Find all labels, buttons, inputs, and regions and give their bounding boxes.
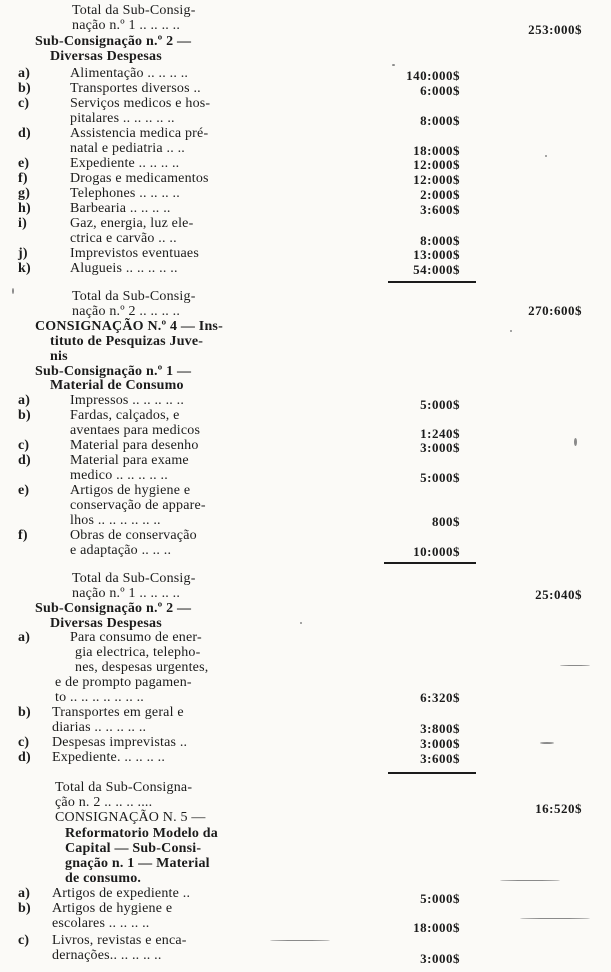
text-line: Alimentação .. .. .. .. — [70, 66, 189, 81]
text-line: pitalares .. .. .. .. .. — [70, 111, 175, 126]
section-heading: de consumo. — [65, 871, 142, 886]
section-heading: Sub-Consignação n.º 2 — — [35, 34, 192, 49]
text-line: escolares .. .. .. .. — [52, 916, 150, 931]
amount: 3:000$ — [420, 440, 460, 455]
text-line: to .. .. .. .. .. .. .. — [55, 690, 144, 705]
scan-speck — [12, 288, 14, 294]
text-line: dernações.. .. .. .. .. — [52, 948, 162, 963]
scan-speck — [574, 438, 577, 446]
item-letter: a) — [18, 630, 31, 645]
text-line: aventaes para medicos — [70, 423, 201, 438]
amount: 140:000$ — [406, 68, 460, 83]
section-heading: Diversas Despesas — [50, 616, 162, 631]
text-line: gia electrica, telepho- — [75, 645, 201, 660]
text-line: Total da Sub-Consig- — [72, 289, 196, 304]
amount: 18:000$ — [413, 143, 460, 158]
item-letter: b) — [18, 81, 31, 96]
item-letter: d) — [18, 750, 31, 765]
item-letter: c) — [18, 438, 30, 453]
text-line: Imprevistos eventuaes — [70, 246, 199, 261]
item-letter: j) — [18, 246, 28, 261]
item-letter: a) — [18, 393, 31, 408]
text-line: Expediente. .. .. .. .. — [52, 750, 166, 765]
item-letter: d) — [18, 453, 31, 468]
section-heading: Material de Consumo — [50, 378, 184, 393]
item-letter: b) — [18, 901, 31, 916]
item-letter: k) — [18, 261, 31, 276]
item-letter: h) — [18, 201, 31, 216]
amount: 1:240$ — [420, 426, 460, 441]
text-line: Para consumo de ener- — [70, 630, 202, 645]
text-line: Expediente .. .. .. .. — [70, 156, 180, 171]
text-line: e adaptação .. .. .. — [70, 543, 172, 558]
text-line: Livros, revistas e enca- — [52, 933, 187, 948]
section-heading: CONSIGNAÇÃO N. 5 — — [55, 810, 206, 825]
text-line: lhos .. .. .. .. .. .. — [70, 513, 161, 528]
text-line: conservação de appare- — [70, 498, 206, 513]
item-letter: a) — [18, 886, 31, 901]
scan-speck — [545, 155, 547, 157]
scan-speck — [392, 64, 395, 66]
text-line: Fardas, calçados, e — [70, 408, 180, 423]
item-letter: g) — [18, 186, 31, 201]
text-line: nes, despesas urgentes, — [75, 660, 209, 675]
amount: 3:000$ — [420, 736, 460, 751]
section-heading: Capital — Sub-Consi- — [65, 841, 202, 856]
amount: 5:000$ — [420, 397, 460, 412]
scan-speck — [560, 665, 590, 666]
text-line: Material para exame — [70, 453, 189, 468]
item-letter: b) — [18, 705, 31, 720]
item-letter: c) — [18, 96, 30, 111]
scan-speck — [300, 622, 302, 624]
text-line: Gaz, energia, luz ele- — [70, 216, 194, 231]
scan-speck — [540, 742, 554, 744]
text-line: nação n.º 1 .. .. .. .. — [72, 586, 181, 601]
text-line: Transportes em geral e — [52, 705, 184, 720]
item-letter: a) — [18, 66, 31, 81]
amount: 3:800$ — [420, 721, 460, 736]
section-heading: Reformatorio Modelo da — [65, 826, 218, 841]
text-line: Material para desenho — [70, 438, 199, 453]
amount: 253:000$ — [528, 22, 582, 37]
amount: 3:000$ — [420, 951, 460, 966]
text-line: medico .. .. .. .. .. — [70, 468, 168, 483]
text-line: Assistencia medica pré- — [70, 126, 209, 141]
item-letter: c) — [18, 933, 30, 948]
text-line: Impressos .. .. .. .. .. — [70, 393, 185, 408]
amount: 3:600$ — [420, 202, 460, 217]
text-line: Barbearia .. .. .. .. — [70, 201, 171, 216]
text-line: Telephones .. .. .. .. — [70, 186, 180, 201]
section-heading: Sub-Consignação n.º 1 — — [35, 364, 192, 379]
amount: 25:040$ — [535, 587, 582, 602]
text-line: Drogas e medicamentos — [70, 171, 209, 186]
scan-speck — [500, 880, 560, 881]
text-line: Despesas imprevistas .. — [52, 735, 188, 750]
section-heading: nis — [50, 349, 68, 364]
amount: 5:000$ — [420, 891, 460, 906]
amount: 13:000$ — [413, 247, 460, 262]
text-line: diarias .. .. .. .. .. — [52, 720, 147, 735]
section-heading: tituto de Pesquizas Juve- — [50, 334, 204, 349]
total-rule — [388, 772, 476, 774]
text-line: Artigos de hygiene e — [70, 483, 191, 498]
item-letter: f) — [18, 528, 28, 543]
text-line: Total da Sub-Consigna- — [55, 780, 193, 795]
text-line: Total da Sub-Consig- — [72, 571, 196, 586]
amount: 12:000$ — [413, 157, 460, 172]
text-line: ção n. 2 .. .. .. .... — [55, 795, 153, 810]
text-line: Serviços medicos e hos- — [70, 96, 211, 111]
item-letter: b) — [18, 408, 31, 423]
amount: 6:320$ — [420, 690, 460, 705]
amount: 54:000$ — [413, 262, 460, 277]
section-heading: CONSIGNAÇÃO N.º 4 — Ins- — [35, 319, 223, 334]
text-line: Transportes diversos .. — [70, 81, 201, 96]
text-line: e de prompto pagamen- — [55, 675, 192, 690]
scan-speck — [520, 918, 590, 919]
amount: 2:000$ — [420, 187, 460, 202]
item-letter: e) — [18, 156, 30, 171]
text-line: natal e pediatria .. .. — [70, 141, 185, 156]
item-letter: d) — [18, 126, 31, 141]
amount: 5:000$ — [420, 470, 460, 485]
total-rule — [384, 562, 476, 564]
text-line: Artigos de expediente .. — [52, 886, 191, 901]
text-line: ctrica e carvão .. .. — [70, 231, 177, 246]
item-letter: i) — [18, 216, 27, 231]
amount: 6:000$ — [420, 83, 460, 98]
text-line: nação n.º 2 .. .. .. .. — [72, 304, 181, 319]
amount: 270:600$ — [528, 303, 582, 318]
total-rule — [388, 281, 476, 283]
item-letter: c) — [18, 735, 30, 750]
amount: 800$ — [432, 514, 460, 529]
section-heading: gnação n. 1 — Material — [65, 856, 210, 871]
text-line: Obras de conservação — [70, 528, 197, 543]
scan-speck — [510, 330, 512, 332]
amount: 12:000$ — [413, 172, 460, 187]
amount: 3:600$ — [420, 751, 460, 766]
amount: 10:000$ — [413, 544, 460, 559]
text-line: Alugueis .. .. .. .. .. — [70, 261, 178, 276]
text-line: nação n.º 1 .. .. .. .. — [72, 18, 181, 33]
amount: 8:000$ — [420, 233, 460, 248]
text-line: Artigos de hygiene e — [52, 901, 173, 916]
scan-speck — [270, 940, 330, 941]
amount: 8:000$ — [420, 113, 460, 128]
amount: 16:520$ — [535, 801, 582, 816]
section-heading: Sub-Consignação n.º 2 — — [35, 601, 192, 616]
item-letter: e) — [18, 483, 30, 498]
amount: 18:000$ — [413, 920, 460, 935]
text-line: Total da Sub-Consig- — [72, 3, 196, 18]
section-heading: Diversas Despesas — [50, 49, 162, 64]
item-letter: f) — [18, 171, 28, 186]
